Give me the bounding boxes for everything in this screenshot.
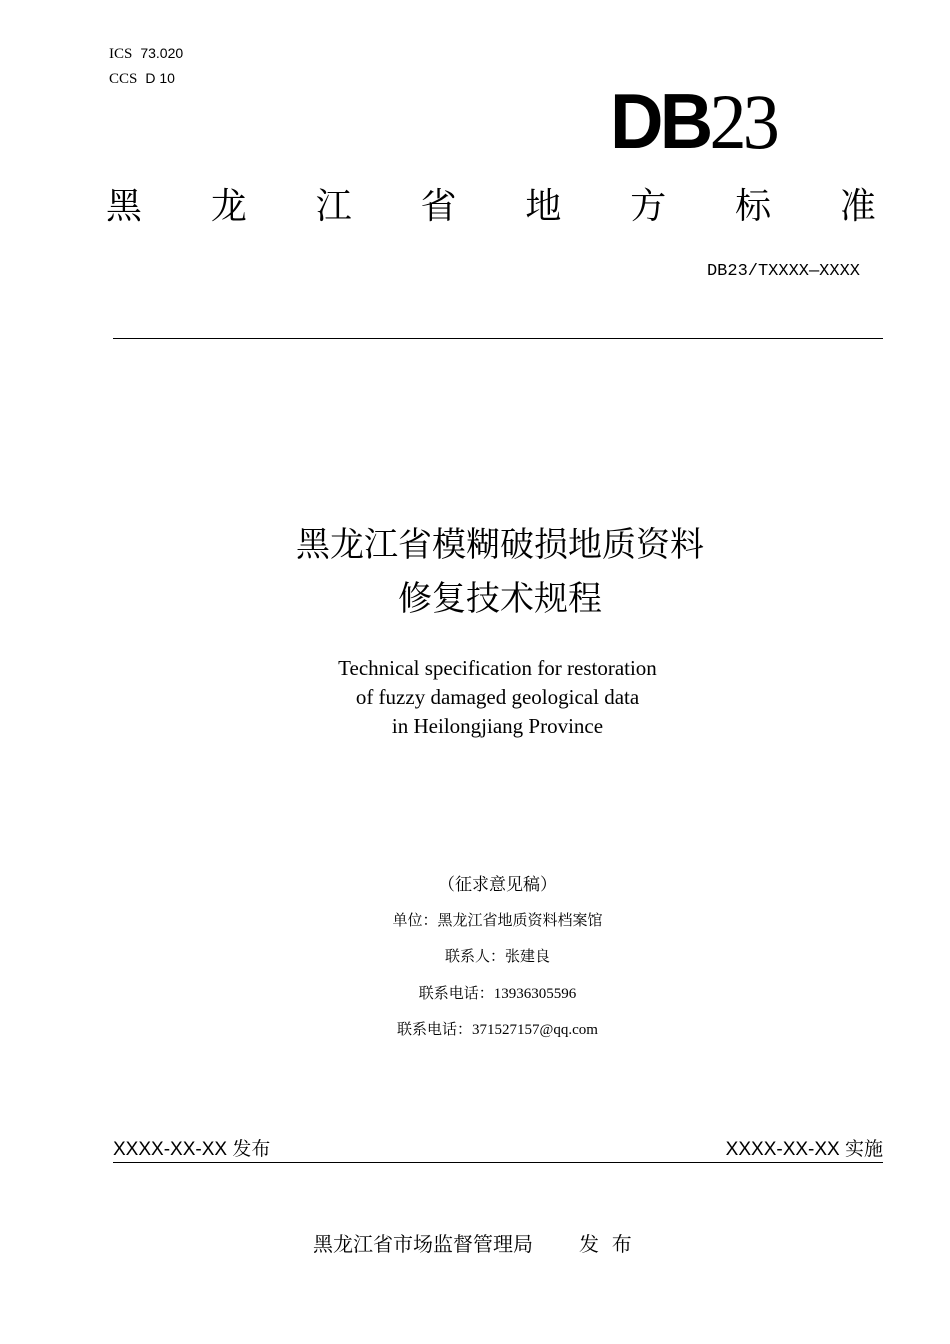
effective-date: XXXX-XX-XX 实施 bbox=[725, 1139, 883, 1160]
std-char: 方 bbox=[630, 186, 667, 227]
publisher: 黑龙江省市场监督管理局 bbox=[313, 1232, 533, 1256]
contact-unit: 单位：黑龙江省地质资料档案馆 bbox=[392, 913, 603, 929]
publisher-line bbox=[313, 1228, 632, 1257]
ccs-label: CCS bbox=[109, 71, 138, 87]
std-char: 省 bbox=[420, 186, 457, 227]
ics-label: ICS bbox=[109, 46, 133, 62]
std-char: 标 bbox=[735, 186, 772, 227]
publish-label: 发 布 bbox=[579, 1232, 632, 1256]
divider bbox=[113, 1162, 883, 1163]
divider bbox=[113, 338, 883, 339]
std-char: 黑 bbox=[106, 186, 143, 227]
standard-number: DB23/TXXXX—XXXX bbox=[706, 262, 860, 281]
title-en-line2: of fuzzy damaged geological data bbox=[355, 685, 640, 709]
logo-number: 23 bbox=[709, 78, 776, 165]
ics-code: 73.020 bbox=[140, 45, 184, 61]
ics-line bbox=[109, 45, 183, 63]
ccs-code: D 10 bbox=[145, 70, 175, 86]
issue-date: XXXX-XX-XX 发布 bbox=[113, 1139, 271, 1160]
std-char: 江 bbox=[315, 186, 352, 227]
title-zh-line2: 修复技术规程 bbox=[398, 579, 602, 619]
title-en-line3: in Heilongjiang Province bbox=[391, 714, 604, 738]
std-char: 地 bbox=[525, 186, 562, 227]
ccs-line bbox=[109, 70, 175, 88]
logo-letters: DB bbox=[610, 77, 710, 165]
title-zh-line1: 黑龙江省模糊破损地质资料 bbox=[296, 525, 704, 565]
contact-email: 联系电话：371527157@qq.com bbox=[397, 1022, 598, 1038]
title-en-line1: Technical specification for restoration bbox=[338, 656, 657, 680]
contact-person: 联系人：张建良 bbox=[444, 949, 550, 965]
standard-type bbox=[106, 185, 876, 229]
contact-phone: 联系电话：13936305596 bbox=[418, 986, 577, 1002]
draft-status: （征求意见稿） bbox=[438, 875, 557, 894]
std-char: 龙 bbox=[210, 186, 247, 227]
db23-logo bbox=[610, 77, 776, 165]
std-char: 准 bbox=[839, 186, 876, 227]
